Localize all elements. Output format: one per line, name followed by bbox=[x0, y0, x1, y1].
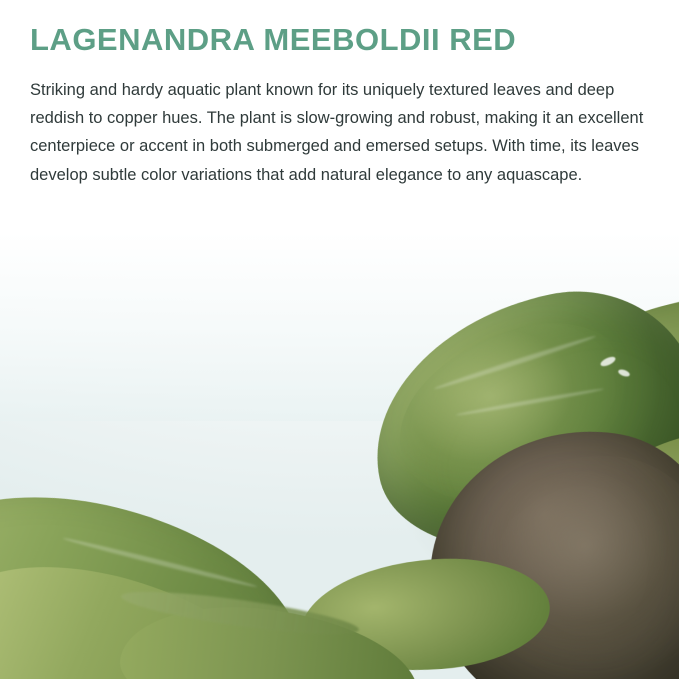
product-description: Striking and hardy aquatic plant known for its uniquely textured leaves and deep reddish to copper hues. The plant is slow-growing and robust, making it an excellent centerpiece or accent in both submerged and emersed setups. With time, its leaves develop subtle color variations that add natural elegance to any aquascape. bbox=[30, 80, 644, 184]
page-title: LAGENANDRA MEEBOLDII RED bbox=[30, 22, 517, 57]
text-overlay bbox=[30, 22, 652, 189]
